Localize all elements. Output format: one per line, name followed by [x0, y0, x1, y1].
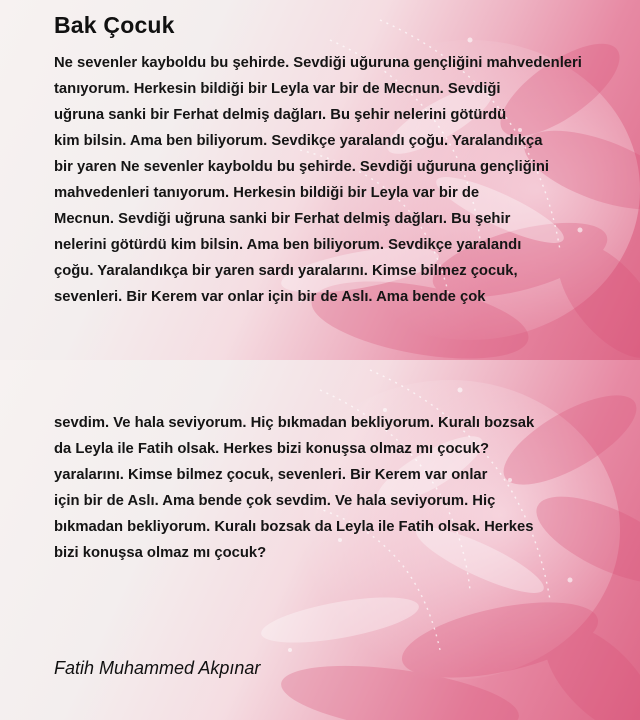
poem-line: mahvedenleri tanıyorum. Herkesin bildiği bir Leyla var bir de: [54, 185, 480, 201]
poem-title: Bak Çocuk: [54, 12, 175, 38]
poem-line: çoğu. Yaralandıkça bir yaren sardı yaralarını. Kimse bilmez çocuk,: [54, 263, 518, 279]
poem-line: da Leyla ile Fatih olsak. Herkes bizi konuşsa olmaz mı çocuk?: [54, 441, 490, 457]
poem-line: uğruna sanki bir Ferhat delmiş dağları. Bu şehir nelerini götürdü: [54, 107, 507, 123]
poem-line: Ne sevenler kayboldu bu şehirde. Sevdiği uğuruna gençliğini mahvedenleri: [54, 55, 582, 71]
poem-line: nelerini götürdü kim bilsin. Ama ben biliyorum. Sevdikçe yaralandı: [54, 237, 522, 253]
poem-line: bizi konuşsa olmaz mı çocuk?: [54, 545, 267, 561]
poem-line: bir yaren Ne sevenler kayboldu bu şehirde. Sevdiği uğuruna gençliğini: [54, 159, 550, 175]
poem-line: için bir de Aslı. Ama bende çok sevdim. Ve hala seviyorum. Hiç: [54, 493, 496, 509]
poem-text-part-1: [54, 50, 634, 310]
poem-line: sevdim. Ve hala seviyorum. Hiç bıkmadan bekliyorum. Kuralı bozsak: [54, 415, 535, 431]
poem-line: Mecnun. Sevdiği uğruna sanki bir Ferhat delmiş dağları. Bu şehir: [54, 211, 511, 227]
poem-card-bottom: [0, 360, 640, 720]
poem-line: tanıyorum. Herkesin bildiği bir Leyla var bir de Mecnun. Sevdiği: [54, 81, 501, 97]
poem-author: Fatih Muhammed Akpınar: [54, 658, 261, 678]
poem-line: yaralarını. Kimse bilmez çocuk, sevenleri. Bir Kerem var onlar: [54, 467, 488, 483]
poem-line: bıkmadan bekliyorum. Kuralı bozsak da Leyla ile Fatih olsak. Herkes: [54, 519, 534, 535]
poem-line: sevenleri. Bir Kerem var onlar için bir de Aslı. Ama bende çok: [54, 289, 486, 305]
poem-line: kim bilsin. Ama ben biliyorum. Sevdikçe yaralandı çoğu. Yaralandıkça: [54, 133, 543, 149]
poem-text-part-2: [54, 410, 594, 566]
